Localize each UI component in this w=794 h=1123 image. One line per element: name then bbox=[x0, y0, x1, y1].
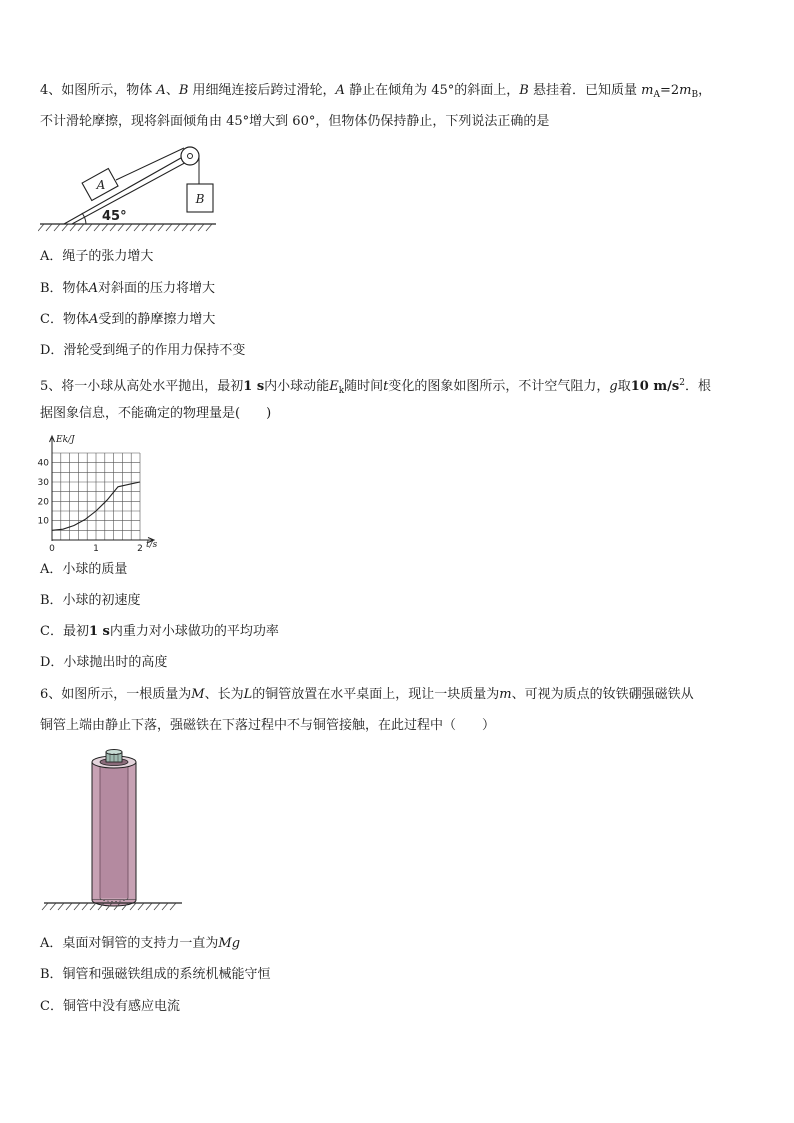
y-tick-label: 10 bbox=[37, 516, 49, 527]
y-tick-label: 20 bbox=[37, 497, 49, 508]
q6-line-2: 铜管上端由静止下落，强磁铁在下落过程中不与铜管接触，在此过程中（ ） bbox=[40, 718, 496, 733]
ground-hatching bbox=[38, 224, 212, 231]
var-b: B bbox=[178, 83, 189, 98]
chart-axes bbox=[50, 436, 155, 543]
ek-time-chart bbox=[30, 430, 170, 556]
q4-line-1 bbox=[40, 82, 711, 104]
incline-pulley-figure bbox=[38, 140, 220, 235]
q6-line-1: 6、如图所示，一根质量为M、长为L的铜管放置在水平桌面上，现让一块质量为m、可视为质点的钕铁硼强磁铁从 bbox=[40, 687, 694, 702]
x-tick-label: 0 bbox=[49, 544, 55, 554]
mass-relation: $m_A=2m_B$， bbox=[641, 83, 712, 100]
q5-option-c: C．最初1 s内重力对小球做功的平均功率 bbox=[40, 624, 279, 639]
q4-text: 悬挂着．已知质量 bbox=[532, 83, 637, 98]
q4-text: 用细绳连接后跨过滑轮， bbox=[192, 83, 336, 98]
q4-option-b: B．物体A对斜面的压力将增大 bbox=[40, 281, 215, 296]
q4-option-c: C．物体A受到的静摩擦力增大 bbox=[40, 312, 216, 327]
var-b: B bbox=[519, 83, 529, 98]
q6-option-c: C．铜管中没有感应电流 bbox=[40, 999, 180, 1014]
q5-line-1: 5、将一小球从高处水平抛出，最初1 s内小球动能$E_k$随时间t变化的图象如图所示，不计空气阻力，g取10 $m/s^2$．根 bbox=[40, 378, 711, 396]
q4-text: 4、如图所示，物体 bbox=[40, 83, 153, 98]
magnet bbox=[106, 750, 122, 763]
svg-text:A: A bbox=[96, 178, 106, 192]
angle-label: 45° bbox=[102, 209, 127, 224]
q4-line-2: 不计滑轮摩擦，现将斜面倾角由 45°增大到 60°，但物体仍保持静止，下列说法正确的是 bbox=[40, 114, 550, 129]
q5-option-a: A．小球的质量 bbox=[40, 562, 128, 577]
q4-option-d: D．滑轮受到绳子的作用力保持不变 bbox=[40, 343, 246, 358]
chart-grid bbox=[52, 453, 140, 540]
q5-line-2: 据图象信息，不能确定的物理量是( ) bbox=[40, 406, 272, 421]
x-tick-label: 2 bbox=[137, 544, 143, 554]
y-tick-label: 40 bbox=[37, 458, 49, 469]
q4-text: 静止在倾角为 45°的斜面上， bbox=[349, 83, 520, 98]
x-tick-label: 1 bbox=[93, 544, 99, 554]
block-a bbox=[82, 168, 118, 200]
copper-tube-figure bbox=[40, 748, 186, 916]
q6-option-b: B．铜管和强磁铁组成的系统机械能守恒 bbox=[40, 967, 271, 982]
q6-option-a: A．桌面对铜管的支持力一直为Mg bbox=[40, 936, 241, 951]
q4-option-a: A．绳子的张力增大 bbox=[40, 249, 154, 264]
x-axis-label: t/s bbox=[146, 540, 158, 550]
incline bbox=[64, 154, 192, 224]
y-tick-label: 30 bbox=[37, 478, 49, 488]
q5-option-b: B．小球的初速度 bbox=[40, 593, 141, 608]
block-b-label: B bbox=[195, 192, 205, 206]
q4-sep: 、 bbox=[165, 83, 179, 98]
var-a: A bbox=[156, 83, 166, 98]
y-axis-label: Ek/J bbox=[56, 435, 75, 445]
q5-option-d: D．小球抛出时的高度 bbox=[40, 655, 168, 670]
var-a: A bbox=[335, 83, 345, 98]
